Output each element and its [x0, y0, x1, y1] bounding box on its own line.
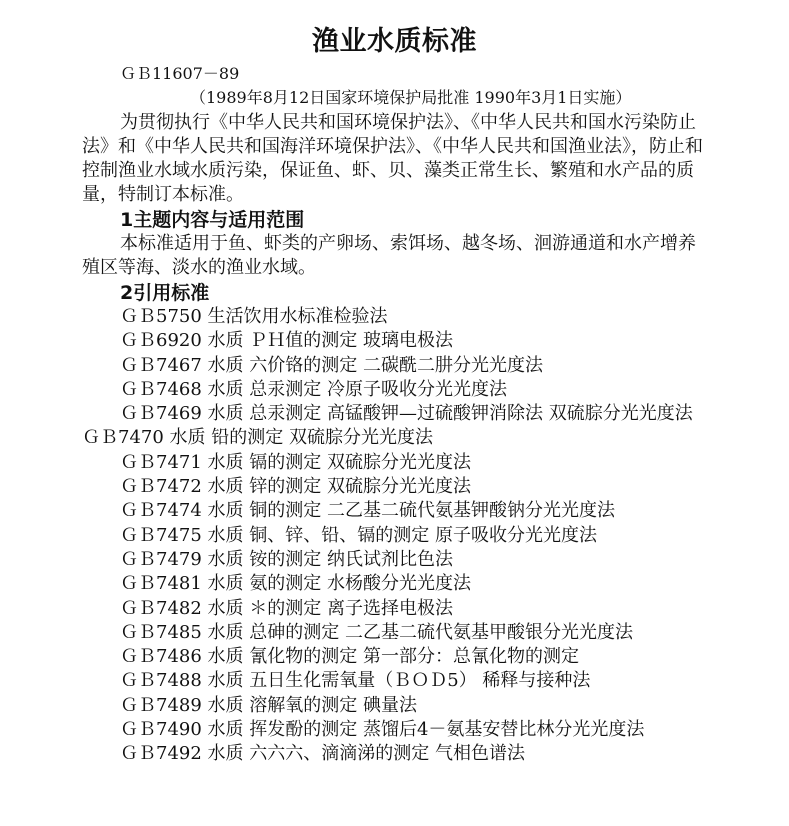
- document-title: 渔业水质标准: [312, 26, 477, 57]
- reference-code: ＧＢ7467: [120, 354, 202, 376]
- reference-code: ＧＢ7468: [120, 378, 202, 400]
- document-body: [82, 62, 706, 767]
- reference-desc: 水质 挥发酚的测定 蒸馏后4－氨基安替比林分光光度法: [201, 719, 645, 741]
- reference-item: [82, 402, 706, 451]
- reference-desc: 水质 镉的测定 双硫腙分光光度法: [201, 451, 471, 473]
- reference-desc: 生活饮用水标准检验法: [201, 305, 388, 327]
- reference-desc: 水质 总汞测定 高锰酸钾—过硫酸钾消除法 双硫腙分光光度法ＧＢ7470 水质 铅的测定 双硫腙分光光度法: [82, 403, 693, 449]
- reference-desc: 水质 六六六、滴滴涕的测定 气相色谱法: [201, 743, 525, 765]
- reference-code: ＧＢ7486: [120, 646, 202, 668]
- reference-item: [82, 669, 706, 693]
- reference-code: ＧＢ7488: [120, 670, 202, 692]
- reference-desc: 水质 五日生化需氧量（ＢＯＤ5） 稀释与接种法: [201, 670, 591, 692]
- reference-code: ＧＢ7481: [120, 573, 202, 595]
- reference-code: ＧＢ7490: [120, 719, 202, 741]
- reference-item: [82, 305, 706, 329]
- reference-code: ＧＢ7471: [120, 451, 202, 473]
- reference-item: [82, 742, 706, 766]
- reference-item: [82, 354, 706, 378]
- reference-item: [82, 548, 706, 572]
- reference-code: ＧＢ7482: [120, 597, 202, 619]
- reference-desc: 水质 铵的测定 纳氏试剂比色法: [201, 548, 453, 570]
- reference-item: [82, 524, 706, 548]
- reference-item: [82, 718, 706, 742]
- intro-paragraph: 为贯彻执行《中华人民共和国环境保护法》、《中华人民共和国水污染防止法》和《中华人民共和国海洋环境保护法》、《中华人民共和国渔业法》，防止和控制渔业水域水质污染，保证鱼、虾、贝、藻类正常生长、繁殖和水产品的质量，特制订本标准。: [82, 111, 703, 206]
- reference-code: ＧＢ7485: [120, 621, 202, 643]
- reference-code: ＧＢ7472: [120, 476, 202, 498]
- reference-item: [82, 475, 706, 499]
- reference-item: [82, 621, 706, 645]
- reference-code: ＧＢ7489: [120, 694, 202, 716]
- standard-code: ＧＢ11607－89: [120, 64, 240, 83]
- section-2-heading: 2引用标准: [120, 281, 210, 304]
- reference-desc: 水质 ＊的测定 离子选择电极法: [201, 597, 453, 619]
- reference-desc: 水质 溶解氧的测定 碘量法: [201, 694, 417, 716]
- reference-list: [82, 305, 706, 767]
- reference-code: ＧＢ7475: [120, 524, 202, 546]
- reference-desc: 水质 氨的测定 水杨酸分光光度法: [201, 573, 471, 595]
- reference-item: [82, 694, 706, 718]
- approval-note: （1989年8月12日国家环境保护局批准 1990年3月1日实施）: [190, 88, 632, 108]
- reference-code: ＧＢ7479: [120, 548, 202, 570]
- reference-code: ＧＢ6920: [120, 330, 202, 352]
- reference-item: [82, 329, 706, 353]
- reference-code: ＧＢ7469: [120, 403, 202, 425]
- reference-code: ＧＢ5750: [120, 305, 202, 327]
- reference-desc: 水质 ＰＨ值的测定 玻璃电极法: [201, 330, 453, 352]
- reference-desc: 水质 铜、锌、铅、镉的测定 原子吸收分光光度法: [201, 524, 597, 546]
- reference-desc: 水质 铜的测定 二乙基二硫代氨基钾酸钠分光光度法: [201, 500, 615, 522]
- reference-item: [82, 597, 706, 621]
- reference-item: [82, 645, 706, 669]
- reference-code: ＧＢ7474: [120, 500, 202, 522]
- reference-desc: 水质 氰化物的测定 第一部分：总氰化物的测定: [201, 646, 579, 668]
- reference-item: [82, 499, 706, 523]
- reference-desc: 水质 锌的测定 双硫腙分光光度法: [201, 476, 471, 498]
- reference-desc: 水质 总砷的测定 二乙基二硫代氨基甲酸银分光光度法: [201, 621, 633, 643]
- section-1-heading: 1主题内容与适用范围: [120, 208, 305, 231]
- reference-desc: 水质 总汞测定 冷原子吸收分光光度法: [201, 378, 507, 400]
- reference-item: [82, 572, 706, 596]
- reference-item: [82, 451, 706, 475]
- section-1-text: 本标准适用于鱼、虾类的产卵场、索饵场、越冬场、洄游通道和水产增养殖区等海、淡水的渔业水域。: [82, 233, 696, 279]
- reference-item: [82, 378, 706, 402]
- reference-desc: 水质 六价铬的测定 二碳酰二肼分光光度法: [201, 354, 543, 376]
- reference-code: ＧＢ7492: [120, 743, 202, 765]
